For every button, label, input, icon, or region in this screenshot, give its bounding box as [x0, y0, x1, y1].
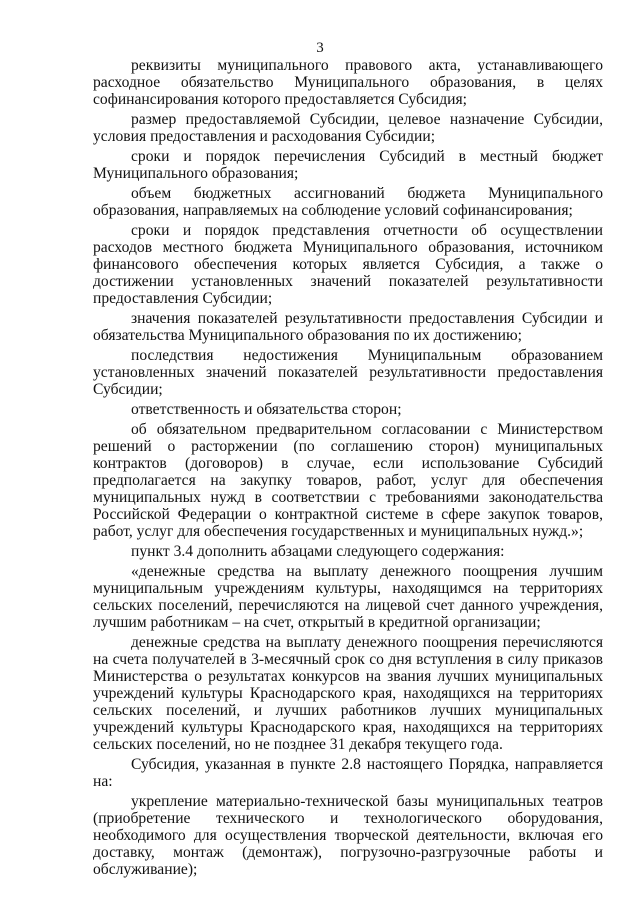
paragraph: последствия недостижения Муниципальным образованием установленных значений показателей результативности предоставления Субсидии;	[93, 347, 603, 398]
paragraph: денежные средства на выплату денежного поощрения перечисляются на счета получателей в 3-месячный срок со дня вступления в силу приказов Министерства о результатах конкурсов на звания лучших муниципальных учреждений культуры Краснодарского края, находящихся на территориях сельских поселений, и лучших работников лучших муниципальных учреждений культуры Краснодарского края, находящихся на территориях сельских поселений, но не позднее 31 декабря текущего года.	[93, 634, 603, 753]
document-body	[93, 57, 603, 878]
paragraph: объем бюджетных ассигнований бюджета Муниципального образования, направляемых на соблюдение условий софинансирования;	[93, 185, 603, 219]
paragraph: ответственность и обязательства сторон;	[131, 401, 402, 418]
paragraph: размер предоставляемой Субсидии, целевое назначение Субсидии, условия предоставления и расходования Субсидии;	[93, 111, 603, 145]
paragraph: значения показателей результативности предоставления Субсидии и обязательства Муниципального образования по их достижению;	[93, 310, 603, 344]
paragraph: пункт 3.4 дополнить абзацами следующего содержания:	[131, 543, 505, 560]
paragraph: Субсидия, указанная в пункте 2.8 настоящего Порядка, направляется на:	[93, 756, 603, 790]
paragraph: сроки и порядок представления отчетности об осуществлении расходов местного бюджета Муниципального образования, источником финансового обеспечения которых является Субсидия, а также о достижении установленных значений показателей результативности предоставления Субсидии;	[93, 222, 603, 307]
paragraph: укрепление материально-технической базы муниципальных театров (приобретение технического и технологического оборудования, необходимого для осуществления творческой деятельности, включая его доставку, монтаж (демонтаж), погрузочно-разгрузочные работы и обслуживание);	[93, 793, 603, 878]
paragraph: «денежные средства на выплату денежного поощрения лучшим муниципальным учреждениям культуры, находящимся на территориях сельских поселений, перечисляются на лицевой счет данного учреждения, лучшим работникам – на счет, открытый в кредитной организации;	[93, 563, 603, 631]
paragraph: сроки и порядок перечисления Субсидий в местный бюджет Муниципального образования;	[93, 148, 603, 182]
page-number: 3	[316, 40, 324, 56]
paragraph: реквизиты муниципального правового акта, устанавливающего расходное обязательство Муниципального образования, в целях софинансирования которого предоставляется Субсидия;	[93, 57, 603, 108]
paragraph: об обязательном предварительном согласовании с Министерством решений о расторжении (по соглашению сторон) муниципальных контрактов (договоров) в случае, если использование Субсидий предполагается на закупку товаров, работ, услуг для обеспечения муниципальных нужд в соответствии с требованиями законодательства Российской Федерации о контрактной системе в сфере закупок товаров, работ, услуг для обеспечения государственных и муниципальных нужд.»;	[93, 421, 603, 540]
